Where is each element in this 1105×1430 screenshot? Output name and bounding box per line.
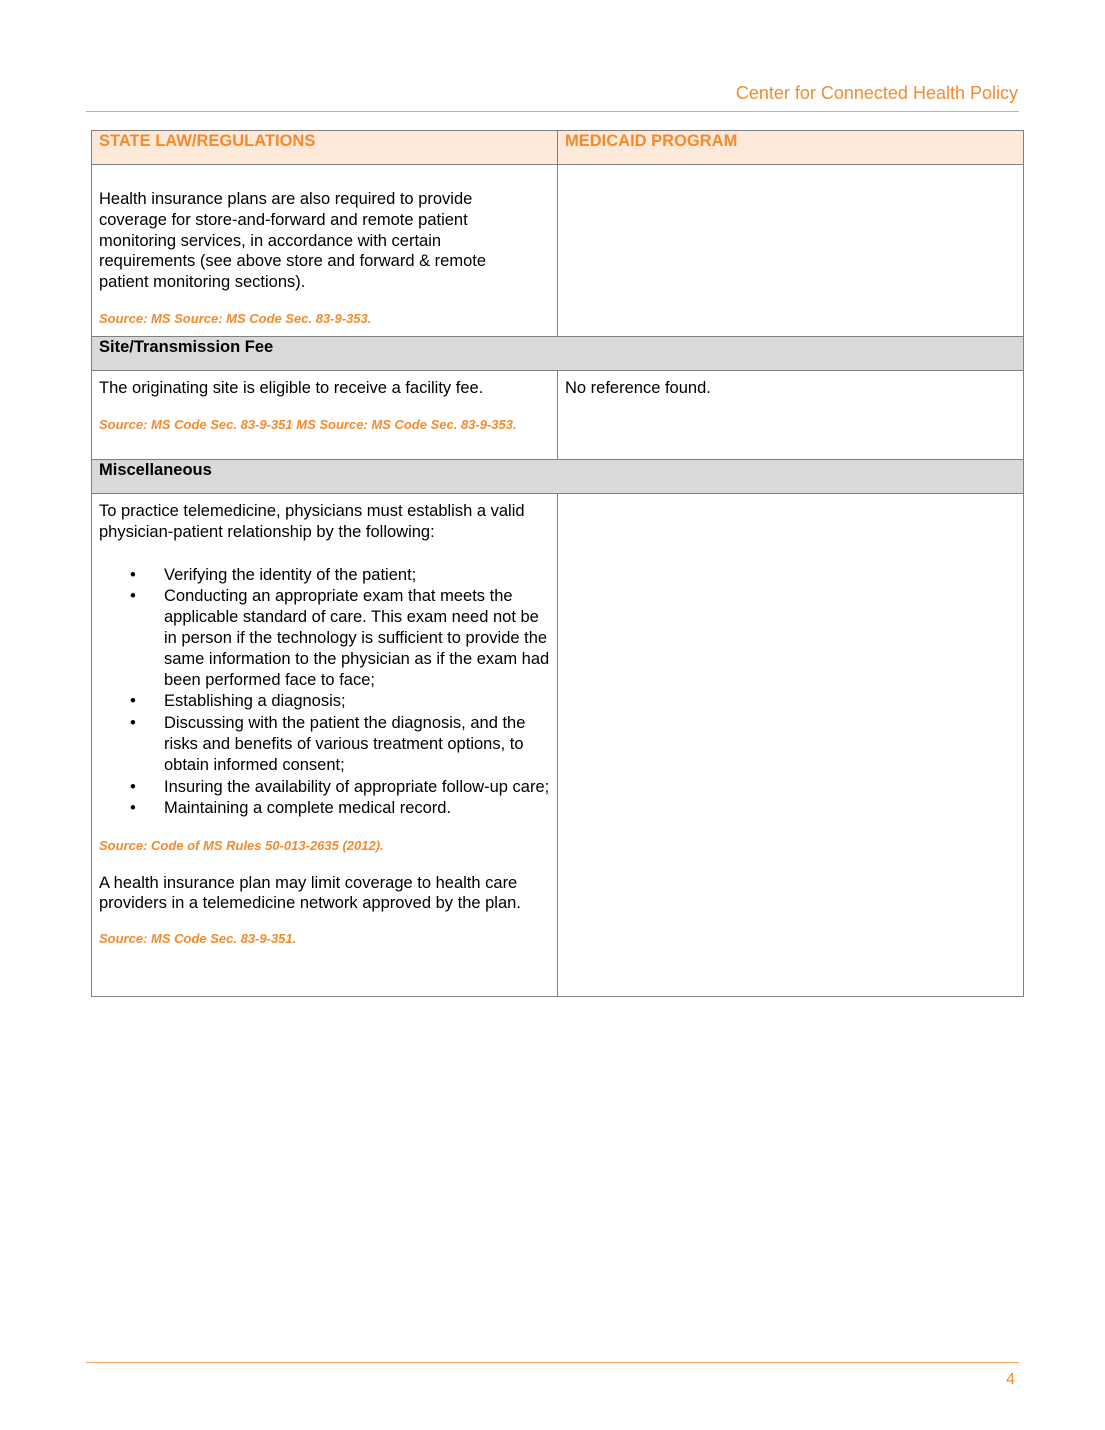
bullet-icon: • <box>130 714 136 733</box>
source-citation: Source: MS Code Sec. 83-9-351 MS Source: MS Code Sec. 83-9-353. <box>99 416 517 432</box>
source-citation: Source: MS Source: MS Code Sec. 83-9-353. <box>99 310 372 326</box>
table-row <box>92 165 1024 337</box>
table-header-row <box>92 131 1024 165</box>
table-row <box>92 371 1024 460</box>
footer-rule <box>86 1362 1019 1363</box>
bullet-icon: • <box>130 777 136 796</box>
network-paragraph: A health insurance plan may limit coverage to health care providers in a telemedicine network approved by the plan. <box>99 873 521 913</box>
list-item: • Verifying the identity of the patient; <box>130 565 417 584</box>
section-row-miscellaneous <box>92 460 1024 494</box>
bullet-icon: • <box>130 587 136 606</box>
column-header-medicaid: MEDICAID PROGRAM <box>558 131 1024 165</box>
page-number: 4 <box>1006 1371 1015 1388</box>
medicaid-cell: No reference found. <box>558 371 1024 460</box>
medicaid-cell <box>558 494 1024 997</box>
requirements-list <box>99 565 550 820</box>
bullet-icon: • <box>130 799 136 818</box>
section-row-site-transmission-fee <box>92 337 1024 371</box>
state-law-cell <box>92 494 558 997</box>
bullet-icon: • <box>130 565 136 584</box>
state-law-cell <box>92 371 558 460</box>
coverage-paragraph: Health insurance plans are also required to provide coverage for store-and-forward and remote patient monitoring services, in accordance with certain requirements (see above store and forward & remote patient monitoring sections). <box>99 190 487 292</box>
section-title: Site/Transmission Fee <box>92 337 1024 371</box>
bullet-icon: • <box>130 692 136 711</box>
table-row <box>92 494 1024 997</box>
header-rule <box>86 111 1019 112</box>
medicaid-cell <box>558 165 1024 337</box>
list-item: • Discussing with the patient the diagnosis, and the risks and benefits of various treatment options, to obtain informed consent; <box>130 714 526 774</box>
source-citation: Source: MS Code Sec. 83-9-351. <box>99 931 297 947</box>
facility-fee-paragraph: The originating site is eligible to receive a facility fee. <box>99 379 484 397</box>
source-citation: Source: Code of MS Rules 50-013-2635 (2012). <box>99 838 384 854</box>
list-item: • Maintaining a complete medical record. <box>130 799 452 818</box>
list-item: • Insuring the availability of appropriate follow-up care; <box>130 777 550 796</box>
relationship-intro: To practice telemedicine, physicians must establish a valid physician-patient relationship by the following: <box>99 502 525 541</box>
state-law-cell <box>92 165 558 337</box>
list-item: • Conducting an appropriate exam that meets the applicable standard of care. This exam need not be in person if the technology is sufficient to provide the same information to the physician as if the exam had been performed face to face; <box>130 587 550 689</box>
column-header-state-law: STATE LAW/REGULATIONS <box>92 131 558 165</box>
org-name: Center for Connected Health Policy <box>735 83 1018 103</box>
section-title: Miscellaneous <box>92 460 1024 494</box>
policy-table <box>91 130 1024 997</box>
list-item: • Establishing a diagnosis; <box>130 692 346 711</box>
